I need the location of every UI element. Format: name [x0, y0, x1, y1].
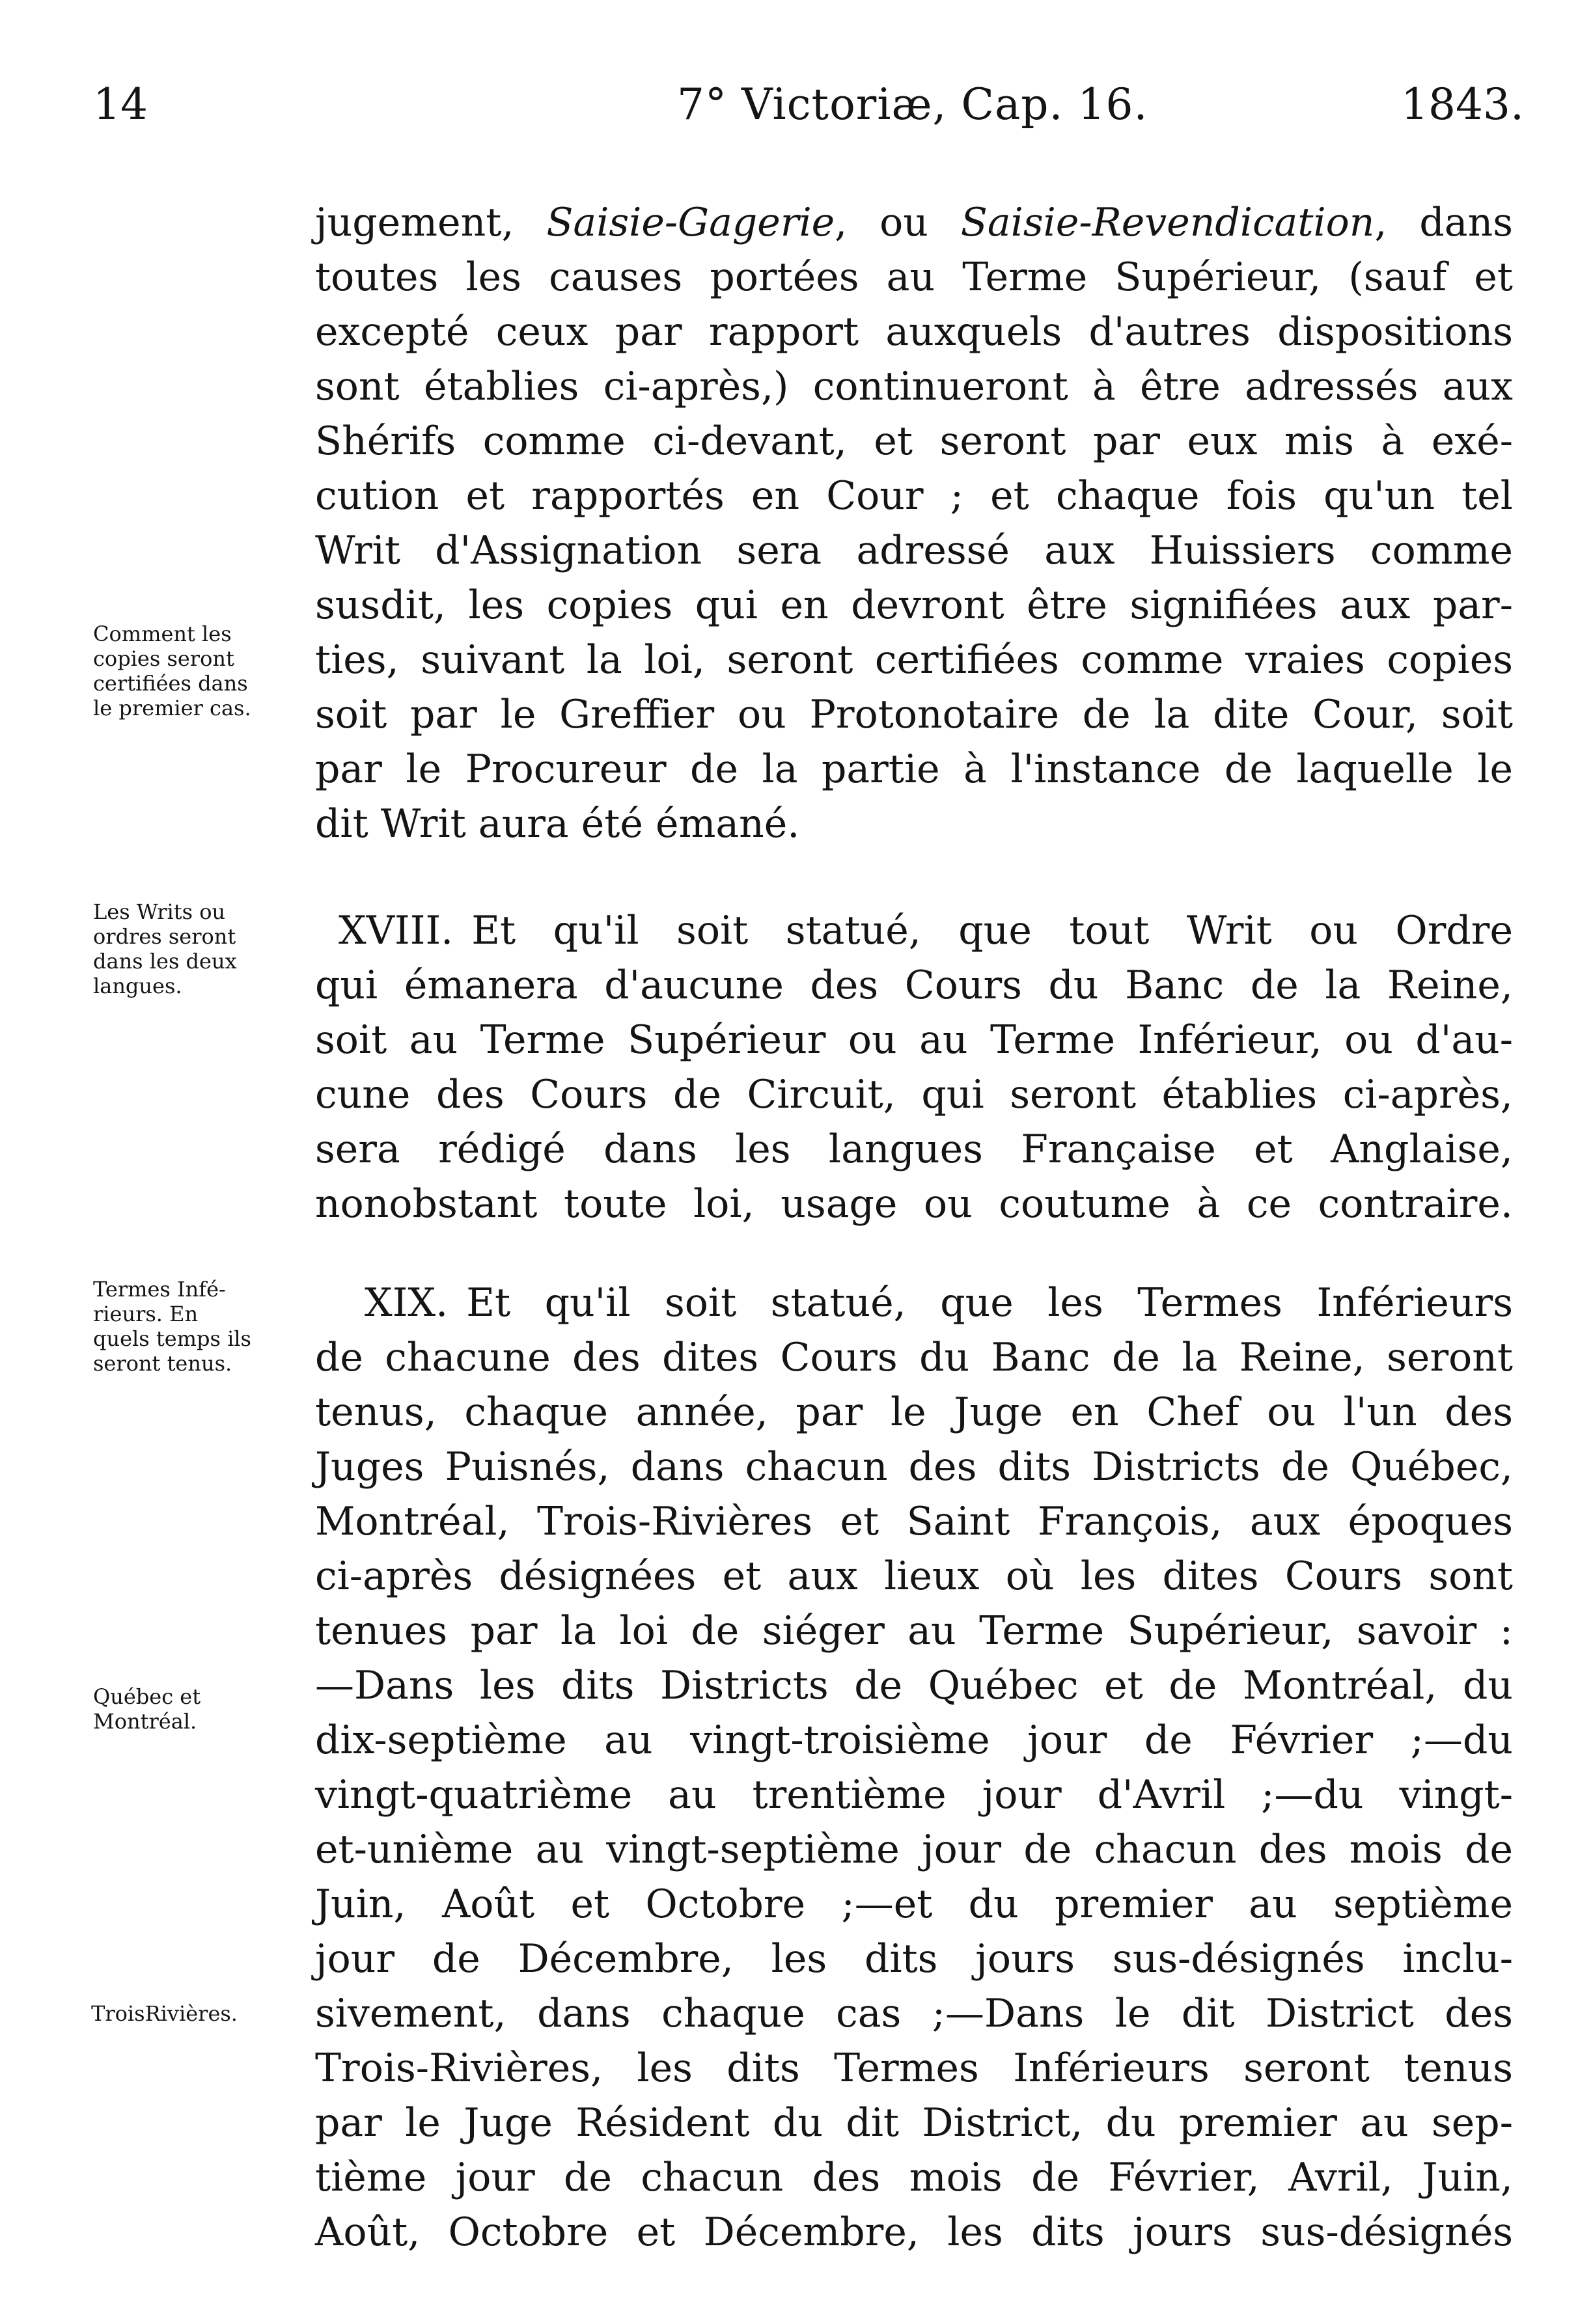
text-line: jour de Décembre, les dits jours sus-désignés inclu- — [315, 1936, 1513, 1982]
text-line: soit par le Greffier ou Protonotaire de la dite Cour, soit — [315, 692, 1513, 737]
text-line: vingt-quatrième au trentième jour d'Avril ;—du vingt- — [315, 1772, 1513, 1818]
section-number: XVIII. — [339, 908, 454, 953]
text-line: Août, Octobre et Décembre, les dits jours sus-désignés — [315, 2209, 1513, 2255]
margin-note: Termes Infé- rieurs. En quels temps ils seront tenus. — [93, 1277, 251, 1376]
text-line: Juin, Août et Octobre ;—et du premier au septième — [315, 1881, 1513, 1927]
text-line: sera rédigé dans les langues Française et Anglaise, — [315, 1127, 1513, 1172]
text-line: de chacune des dites Cours du Banc de la Reine, seront — [315, 1335, 1513, 1380]
text-line: susdit, les copies qui en devront être signifiées aux par- — [315, 582, 1513, 628]
text-line: excepté ceux par rapport auxquels d'autres dispositions — [315, 309, 1513, 355]
margin-note: Comment les copies seront certifiées dans le premier cas. — [93, 622, 251, 720]
text-line: jugement, Saisie-Gagerie, ou Saisie-Revendication, dans — [315, 200, 1513, 245]
text-line: Juges Puisnés, dans chacun des dits Districts de Québec, — [315, 1444, 1513, 1490]
text-line: qui émanera d'aucune des Cours du Banc de la Reine, — [315, 963, 1513, 1008]
margin-note: Les Writs ou ordres seront dans les deux langues. — [93, 899, 237, 998]
text-line: ties, suivant la loi, seront certifiées comme vraies copies — [315, 637, 1513, 683]
margin-note: TroisRivières. — [91, 2001, 238, 2026]
margin-note: Québec et Montréal. — [93, 1684, 201, 1734]
text-line: —Dans les dits Districts de Québec et de Montréal, du — [315, 1663, 1513, 1708]
text-line: sont établies ci-après,) continueront à être adressés aux — [315, 364, 1513, 409]
text-line: Shérifs comme ci-devant, et seront par eux mis à exé- — [315, 418, 1513, 464]
header-year: 1843. — [1401, 79, 1524, 130]
text-line: dit Writ aura été émané. — [315, 801, 800, 847]
text-line: sivement, dans chaque cas ;—Dans le dit District des — [315, 1991, 1513, 2036]
text-line: Montréal, Trois-Rivières et Saint François, aux époques — [315, 1499, 1513, 1544]
text-line: tenues par la loi de siéger au Terme Supérieur, savoir : — [315, 1608, 1513, 1654]
section-number: XIX. — [365, 1280, 449, 1326]
text-line: par le Procureur de la partie à l'instance de laquelle le — [315, 746, 1513, 792]
text-line: soit au Terme Supérieur ou au Terme Inférieur, ou d'au- — [315, 1017, 1513, 1063]
text-line: et-unième au vingt-septième jour de chacun des mois de — [315, 1827, 1513, 1872]
text-line: tième jour de chacun des mois de Février, Avril, Juin, — [315, 2155, 1513, 2200]
section-xviii-heading: XVIII. Et qu'il soit statué, que tout Writ ou Ordre — [339, 908, 1513, 953]
text-line: toutes les causes portées au Terme Supérieur, (sauf et — [315, 254, 1513, 300]
text-line: cune des Cours de Circuit, qui seront établies ci-après, — [315, 1072, 1513, 1117]
section-xix-heading: XIX. Et qu'il soit statué, que les Termes Inférieurs — [365, 1280, 1513, 1326]
text-line: nonobstant toute loi, usage ou coutume à ce contraire. — [315, 1181, 1513, 1227]
text-line: cution et rapportés en Cour ; et chaque fois qu'un tel — [315, 473, 1513, 519]
page-number: 14 — [93, 79, 148, 130]
text-line: Trois-Rivières, les dits Termes Inférieurs seront tenus — [315, 2045, 1513, 2091]
text-line: dix-septième au vingt-troisième jour de Février ;—du — [315, 1717, 1513, 1763]
text-line: tenus, chaque année, par le Juge en Chef ou l'un des — [315, 1389, 1513, 1435]
text-line: Writ d'Assignation sera adressé aux Huissiers comme — [315, 528, 1513, 573]
text-line: par le Juge Résident du dit District, du premier au sep- — [315, 2100, 1513, 2146]
text-line: ci-après désignées et aux lieux où les dites Cours sont — [315, 1553, 1513, 1599]
running-title: 7° Victoriæ, Cap. 16. — [677, 79, 1148, 130]
